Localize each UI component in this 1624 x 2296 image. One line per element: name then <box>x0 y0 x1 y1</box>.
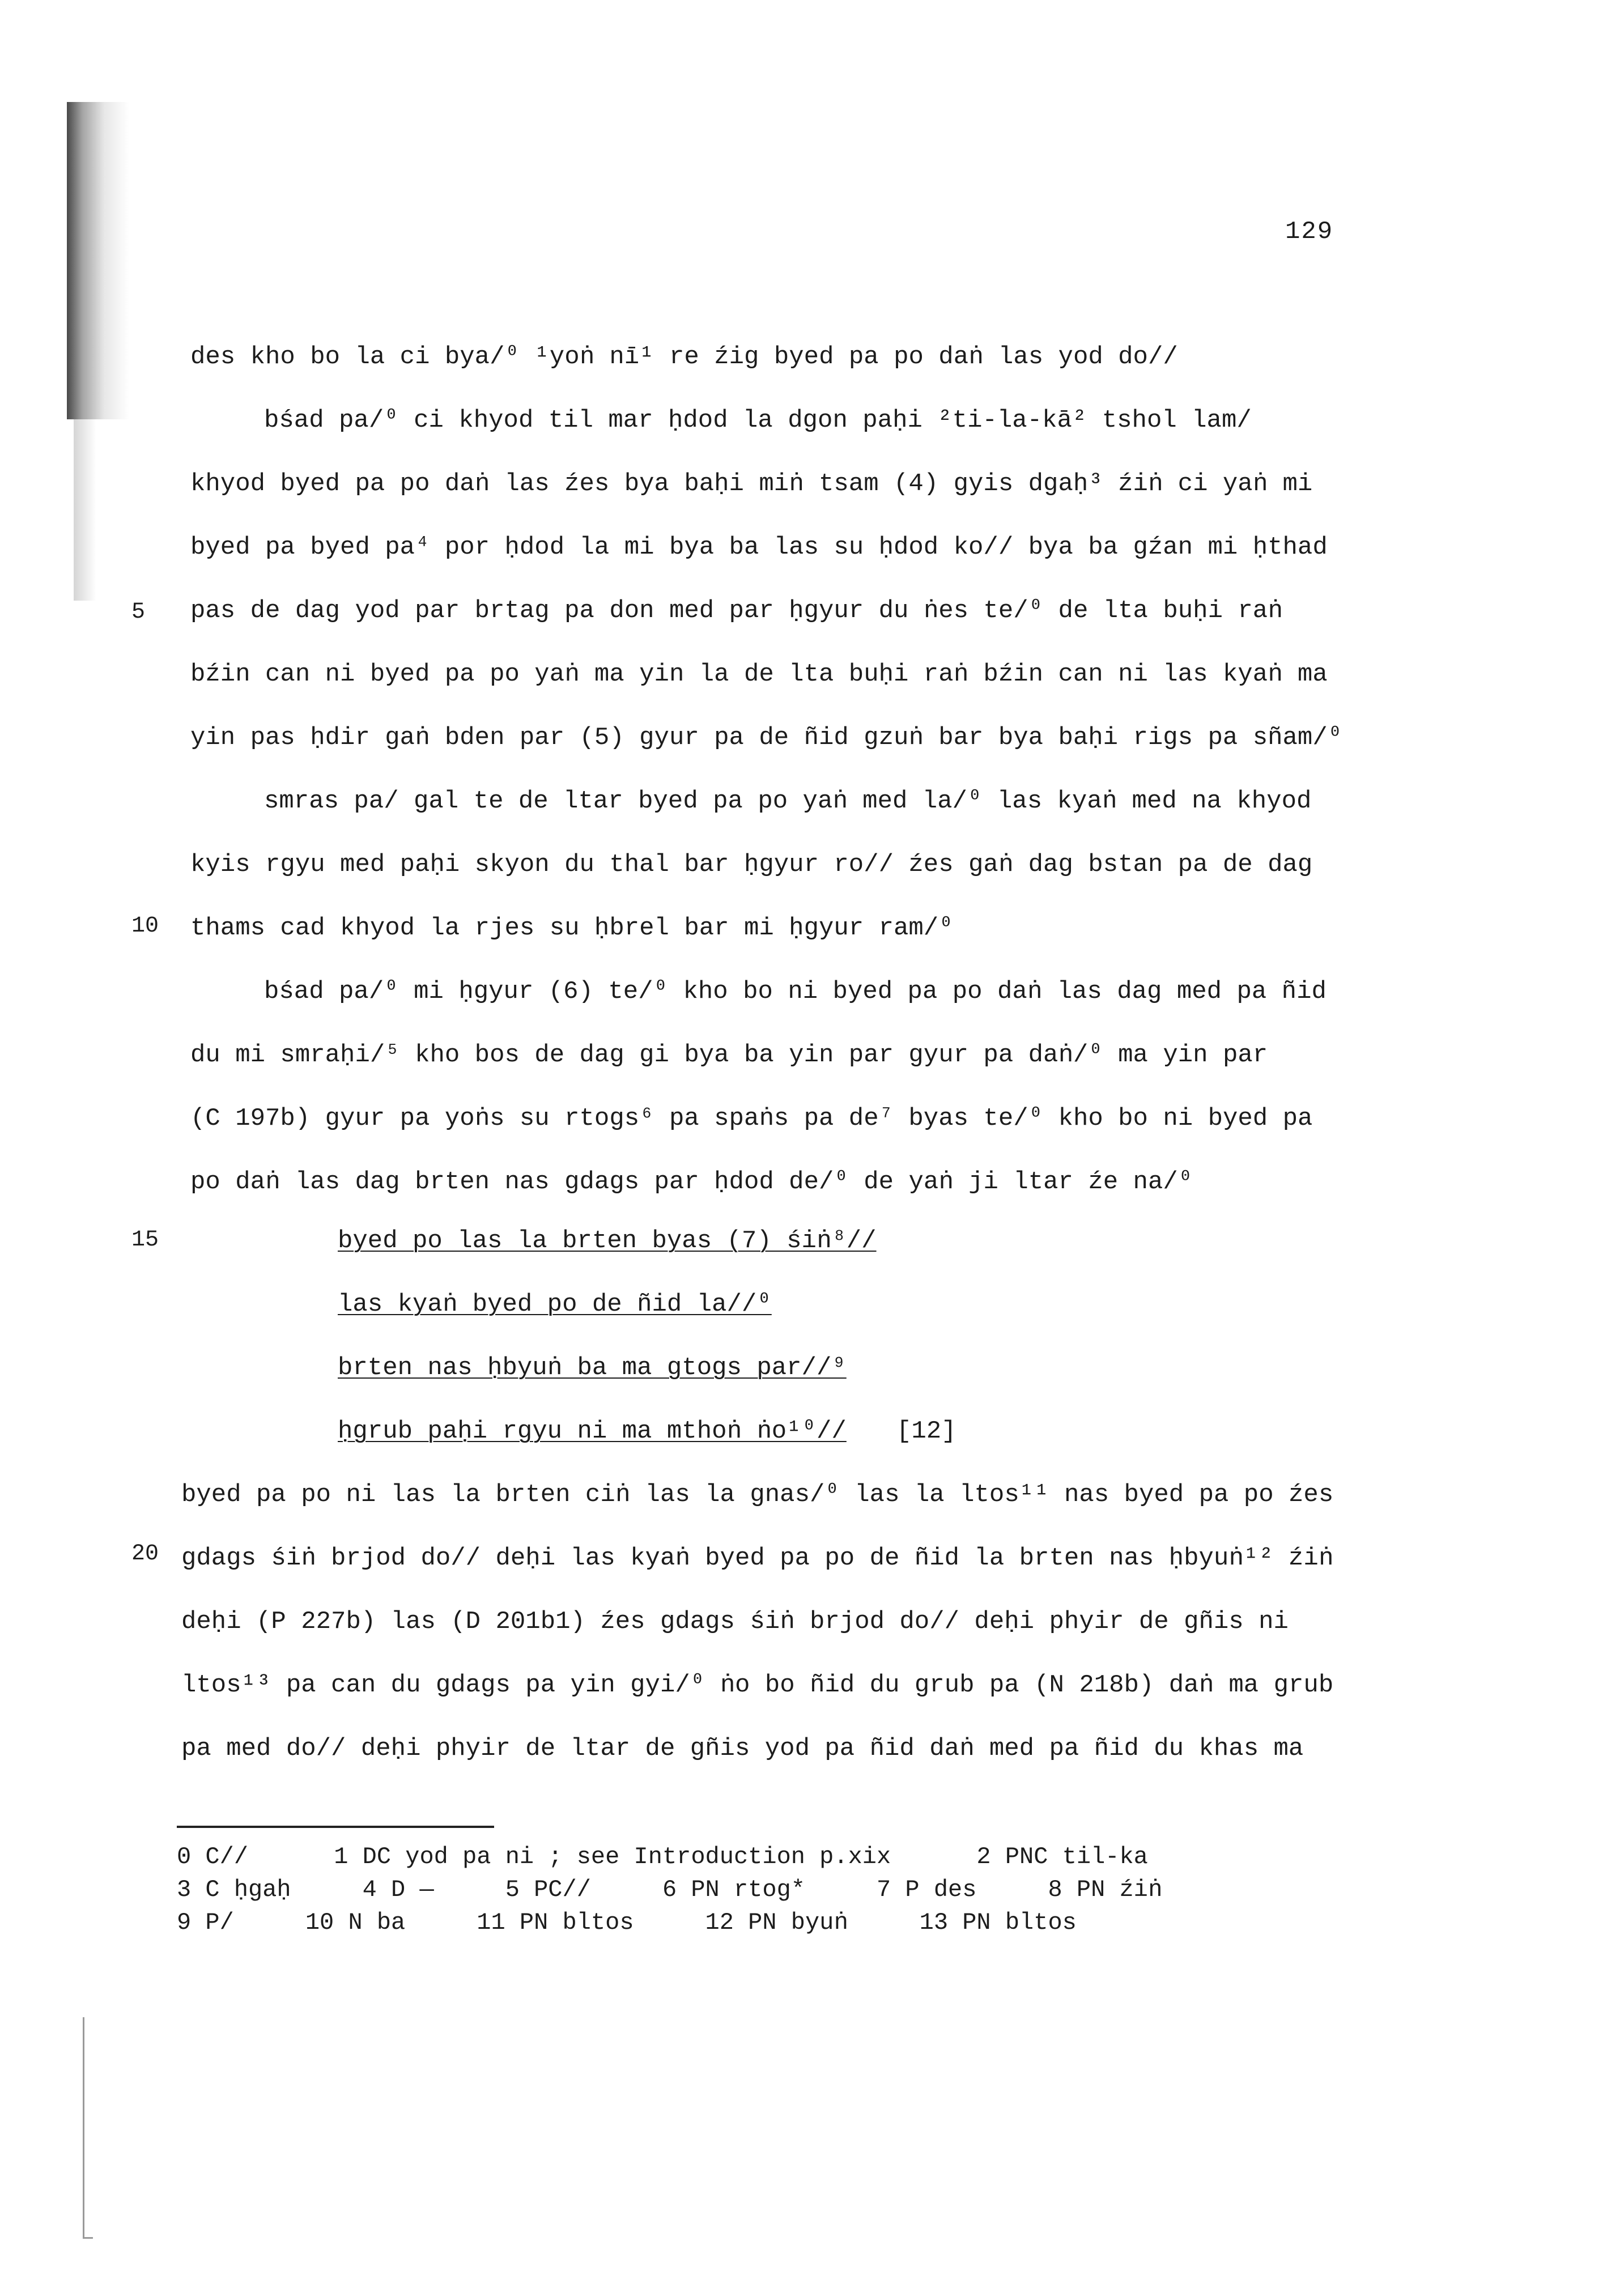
text-line: pa med do// deḥi phyir de ltar de gñis yod pa ñid daṅ med pa ñid du khas ma <box>181 1734 1304 1763</box>
text-line: khyod byed pa po daṅ las źes bya baḥi miṅ tsam (4) gyis dgaḥ³ źiṅ ci yaṅ mi <box>190 470 1313 498</box>
line-number: 5 <box>131 599 146 625</box>
footnote-line: 0 C// 1 DC yod pa ni ; see Introduction p.xix 2 PNC til-ka <box>177 1843 1148 1870</box>
text-line: bśad pa/⁰ mi ḥgyur (6) te/⁰ kho bo ni byed pa po daṅ las dag med pa ñid <box>264 977 1327 1006</box>
text-line: ltos¹³ pa can du gdags pa yin gyi/⁰ ṅo bo ñid du grub pa (N 218b) daṅ ma grub <box>181 1671 1334 1699</box>
text-line: bśad pa/⁰ ci khyod til mar ḥdod la dgon paḥi ²ti-la-kā² tshol lam/ <box>264 406 1252 435</box>
line-number: 15 <box>131 1227 159 1253</box>
verse-line: byed po las la brten byas (7) śiṅ⁸// <box>338 1227 877 1255</box>
page-number: 129 <box>1285 218 1334 246</box>
text-line: kyis rgyu med paḥi skyon du thal bar ḥgyur ro// źes gaṅ dag bstan pa de dag <box>190 851 1313 879</box>
text-line: (C 197b) gyur pa yoṅs su rtogs⁶ pa spaṅs pa de⁷ byas te/⁰ kho bo ni byed pa <box>190 1104 1313 1133</box>
text-line: bźin can ni byed pa po yaṅ ma yin la de lta buḥi raṅ bźin can ni las kyaṅ ma <box>190 660 1328 688</box>
footnote-rule <box>177 1826 494 1828</box>
text-line: yin pas ḥdir gaṅ bden par (5) gyur pa de ñid gzuṅ bar bya baḥi rigs pa sñam/⁰ <box>190 724 1343 752</box>
verse-number: [12] <box>896 1417 956 1445</box>
text-line: thams cad khyod la rjes su ḥbrel bar mi ḥgyur ram/⁰ <box>190 914 954 942</box>
text-line: pas de dag yod par brtag pa don med par ḥgyur du ṅes te/⁰ de lta buḥi raṅ <box>190 597 1283 625</box>
text-line: deḥi (P 227b) las (D 201b1) źes gdags śiṅ brjod do// deḥi phyir de gñis ni <box>181 1608 1289 1636</box>
footnote-line: 9 P/ 10 N ba 11 PN bltos 12 PN byuṅ 13 PN bltos <box>177 1909 1077 1936</box>
verse-line: brten nas ḥbyuṅ ba ma gtogs par//⁹ <box>338 1354 847 1382</box>
text-line: des kho bo la ci bya/⁰ ¹yoṅ nī¹ re źig byed pa po daṅ las yod do// <box>190 343 1178 371</box>
text-line: du mi smraḥi/⁵ kho bos de dag gi bya ba yin par gyur pa daṅ/⁰ ma yin par <box>190 1041 1268 1069</box>
verse-line: las kyaṅ byed po de ñid la//⁰ <box>338 1290 772 1319</box>
scan-margin-mark <box>83 2017 84 2238</box>
text-line: byed pa byed pa⁴ por ḥdod la mi bya ba las su ḥdod ko// bya ba gźan mi ḥthad <box>190 533 1328 562</box>
footnote-line: 3 C ḥgaḥ 4 D — 5 PC// 6 PN rtog* 7 P des 8 PN źiṅ <box>177 1876 1163 1903</box>
scan-shadow <box>74 419 96 601</box>
verse-line: ḥgrub paḥi rgyu ni ma mthoṅ ṅo¹⁰// <box>338 1417 847 1445</box>
line-number: 20 <box>131 1541 159 1567</box>
text-line: gdags śiṅ brjod do// deḥi las kyaṅ byed pa po de ñid la brten nas ḥbyuṅ¹² źiṅ <box>181 1544 1334 1572</box>
scan-margin-mark <box>83 2237 93 2239</box>
text-line: smras pa/ gal te de ltar byed pa po yaṅ med la/⁰ las kyaṅ med na khyod <box>264 787 1312 815</box>
text-line: byed pa po ni las la brten ciṅ las la gnas/⁰ las la ltos¹¹ nas byed pa po źes <box>181 1481 1334 1509</box>
text-line: po daṅ las dag brten nas gdags par ḥdod de/⁰ de yaṅ ji ltar źe na/⁰ <box>190 1168 1193 1196</box>
line-number: 10 <box>131 913 159 939</box>
scan-shadow <box>67 102 129 419</box>
